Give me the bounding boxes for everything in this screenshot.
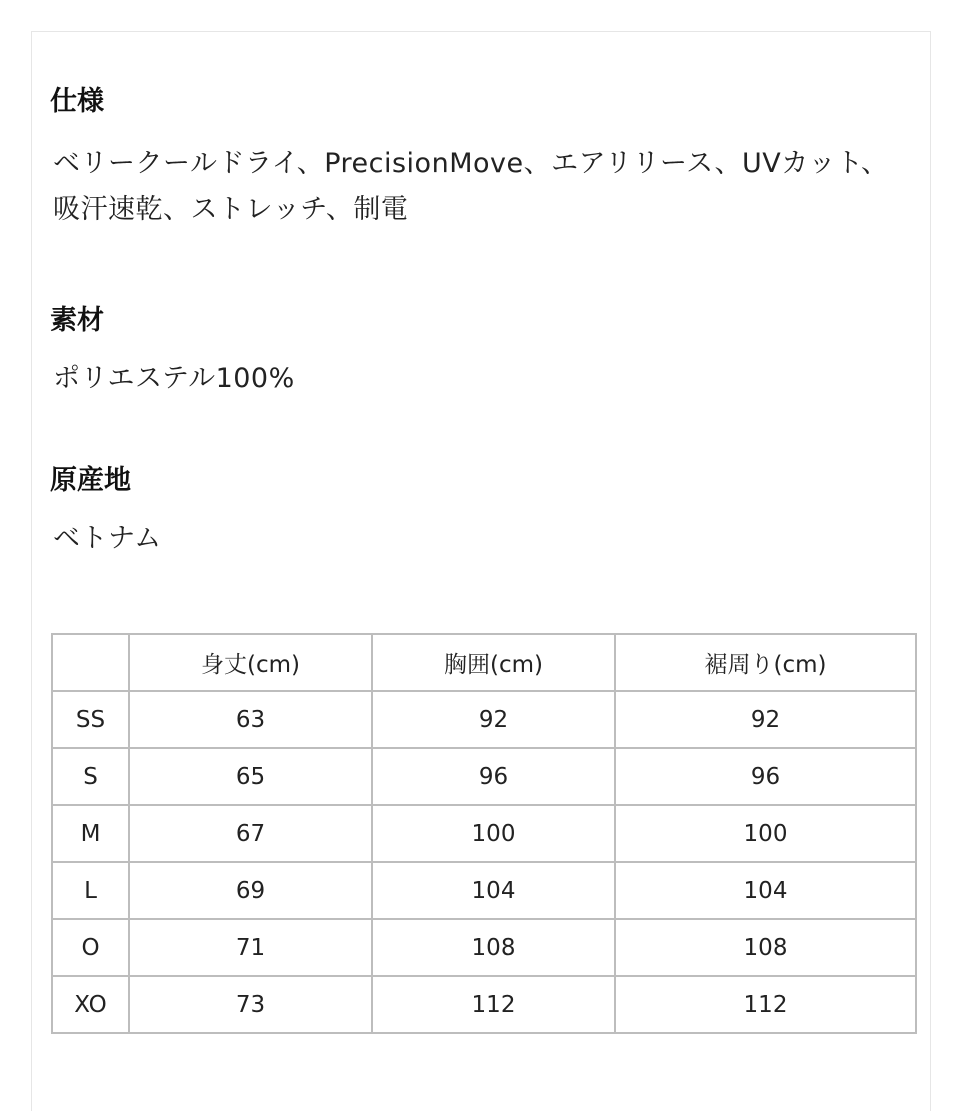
size-label-cell: O xyxy=(52,919,129,976)
header-cell-hem: 裾周り(cm) xyxy=(615,634,916,691)
material-text: ポリエステル100% xyxy=(53,363,295,394)
table-row xyxy=(52,976,916,1033)
header-cell-size xyxy=(52,634,129,691)
chest-cell: 100 xyxy=(372,805,615,862)
length-cell: 63 xyxy=(129,691,372,748)
size-label-cell: M xyxy=(52,805,129,862)
chest-cell: 108 xyxy=(372,919,615,976)
spec-text: ベリークールドライ、PrecisionMove、エアリリース、UVカット、吸汗速乾、ストレッチ、制電 xyxy=(53,148,889,225)
size-label-cell: SS xyxy=(52,691,129,748)
product-detail-card xyxy=(31,31,931,1111)
length-cell: 65 xyxy=(129,748,372,805)
table-row xyxy=(52,691,916,748)
header-cell-chest: 胸囲(cm) xyxy=(372,634,615,691)
chest-cell: 104 xyxy=(372,862,615,919)
hem-cell: 112 xyxy=(615,976,916,1033)
table-row xyxy=(52,805,916,862)
length-cell: 73 xyxy=(129,976,372,1033)
hem-cell: 92 xyxy=(615,691,916,748)
header-cell-length: 身丈(cm) xyxy=(129,634,372,691)
hem-cell: 100 xyxy=(615,805,916,862)
hem-cell: 104 xyxy=(615,862,916,919)
length-cell: 67 xyxy=(129,805,372,862)
size-table xyxy=(51,633,917,1034)
chest-cell: 96 xyxy=(372,748,615,805)
length-cell: 71 xyxy=(129,919,372,976)
hem-cell: 96 xyxy=(615,748,916,805)
size-label-cell: L xyxy=(52,862,129,919)
material-heading: 素材 xyxy=(50,305,104,336)
length-cell: 69 xyxy=(129,862,372,919)
chest-cell: 92 xyxy=(372,691,615,748)
size-label-cell: XO xyxy=(52,976,129,1033)
origin-heading: 原産地 xyxy=(50,465,131,496)
size-label-cell: S xyxy=(52,748,129,805)
origin-text: ベトナム xyxy=(53,523,162,554)
table-row xyxy=(52,919,916,976)
chest-cell: 112 xyxy=(372,976,615,1033)
table-row xyxy=(52,862,916,919)
spec-heading: 仕様 xyxy=(50,86,104,117)
table-row xyxy=(52,748,916,805)
hem-cell: 108 xyxy=(615,919,916,976)
table-header-row xyxy=(52,634,916,691)
